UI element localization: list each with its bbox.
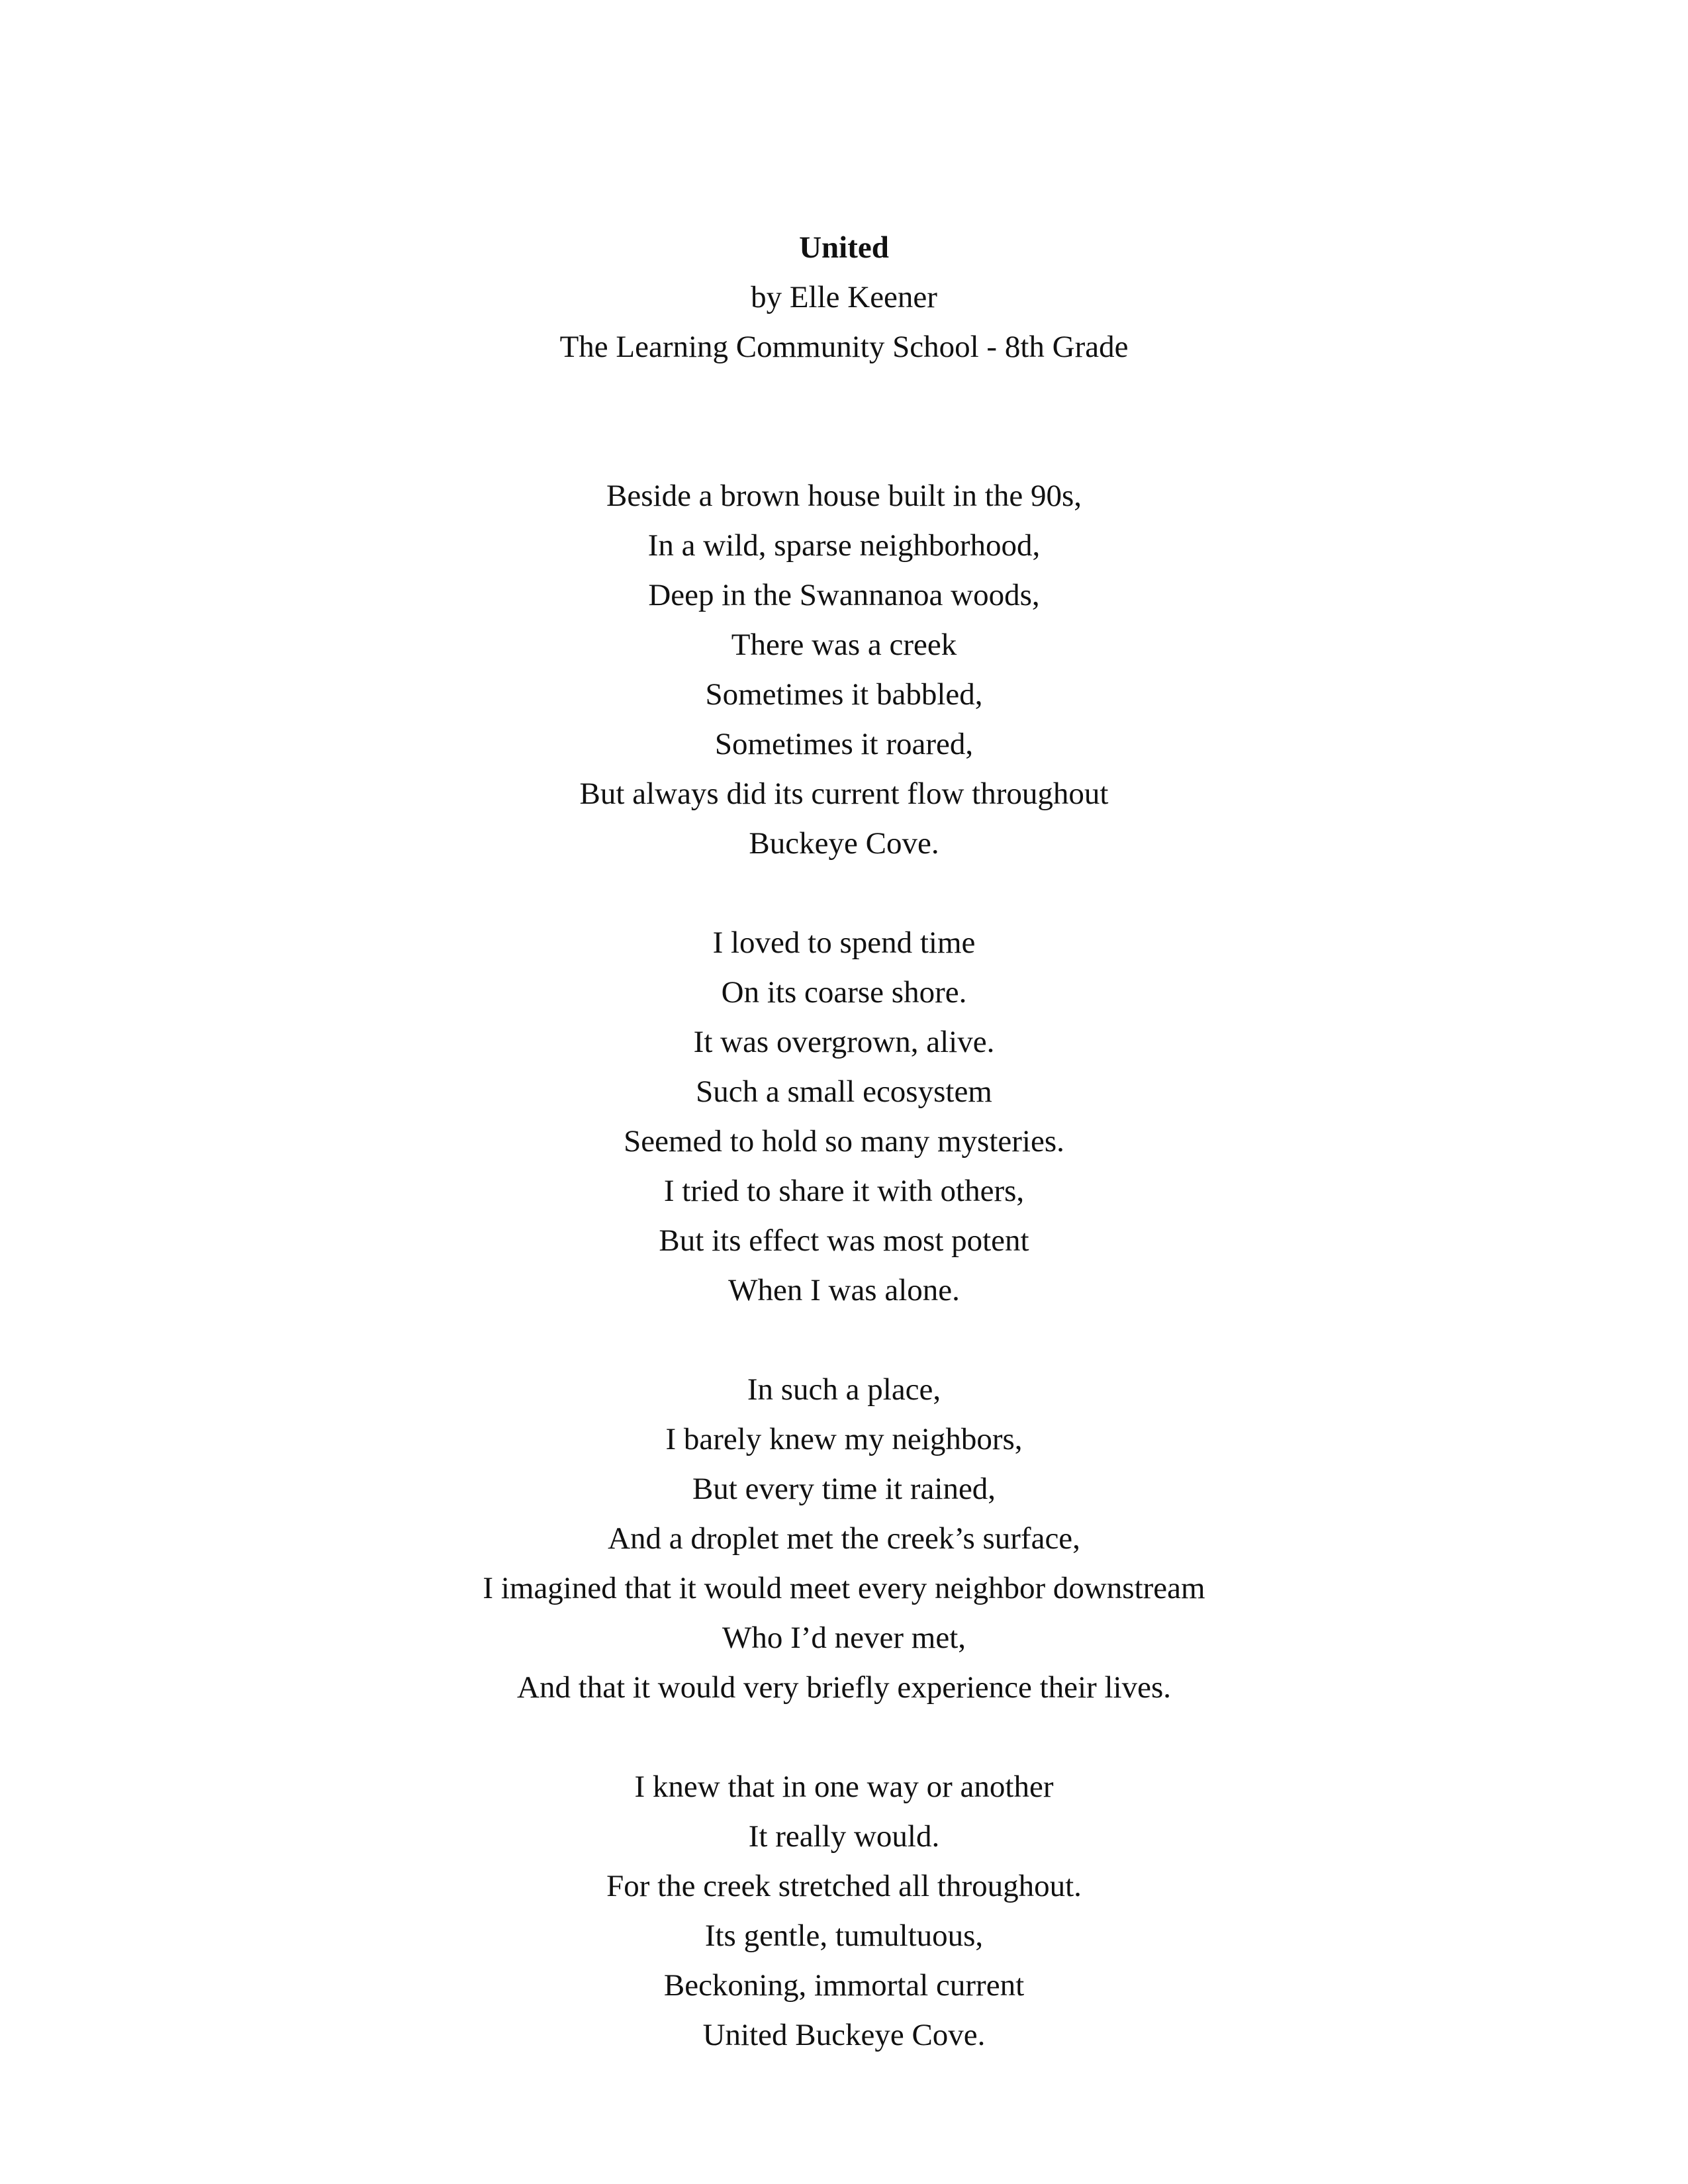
poem-line: Sometimes it roared, — [714, 727, 974, 761]
poem-line: Its gentle, tumultuous, — [704, 1919, 984, 1953]
stanza-2 — [0, 918, 1688, 1315]
poem-title: United — [799, 230, 889, 265]
poem-line: It really would. — [748, 1819, 940, 1854]
poem-line: Beckoning, immortal current — [663, 1968, 1025, 2003]
poem-line: I barely knew my neighbors, — [665, 1422, 1023, 1456]
poem-line: And that it would very briefly experience their lives. — [517, 1670, 1171, 1705]
poem-line: When I was alone. — [728, 1273, 960, 1307]
poem-line: On its coarse shore. — [721, 975, 967, 1010]
poem-line: United Buckeye Cove. — [702, 2018, 986, 2052]
stanza-4 — [0, 1762, 1688, 2060]
poem-line: Sometimes it babbled, — [705, 677, 983, 712]
poem-line: Buckeye Cove. — [749, 826, 939, 861]
poem-line: There was a creek — [731, 628, 957, 662]
stanza-3 — [0, 1365, 1688, 1713]
poem-line: But its effect was most potent — [659, 1223, 1029, 1258]
poem-line: And a droplet met the creek’s surface, — [608, 1521, 1080, 1556]
poem-line: I knew that in one way or another — [634, 1770, 1054, 1804]
poem-line: In such a place, — [747, 1372, 941, 1407]
poem-heading — [0, 223, 1688, 372]
poem-line: I tried to share it with others, — [663, 1174, 1025, 1208]
poem-line: I imagined that it would meet every neighbor downstream — [483, 1571, 1205, 1605]
poem-line: Seemed to hold so many mysteries. — [624, 1124, 1064, 1159]
poem-line: Such a small ecosystem — [696, 1074, 992, 1109]
poem-line: For the creek stretched all throughout. — [606, 1869, 1082, 1903]
author-byline: by Elle Keener — [751, 280, 937, 314]
school-grade: The Learning Community School - 8th Grade — [559, 330, 1129, 364]
poem-line: Who I’d never met, — [722, 1621, 966, 1655]
stanza-1 — [0, 471, 1688, 869]
poem-line: Beside a brown house built in the 90s, — [606, 479, 1082, 513]
poem-line: But always did its current flow throughout — [579, 777, 1109, 811]
poem-body — [0, 471, 1688, 2060]
poem-line: It was overgrown, alive. — [693, 1025, 995, 1059]
poem-line: But every time it rained, — [692, 1472, 996, 1506]
poem-line: In a wild, sparse neighborhood, — [647, 528, 1041, 563]
poem-line: Deep in the Swannanoa woods, — [648, 578, 1040, 612]
poem-line: I loved to spend time — [712, 926, 976, 960]
